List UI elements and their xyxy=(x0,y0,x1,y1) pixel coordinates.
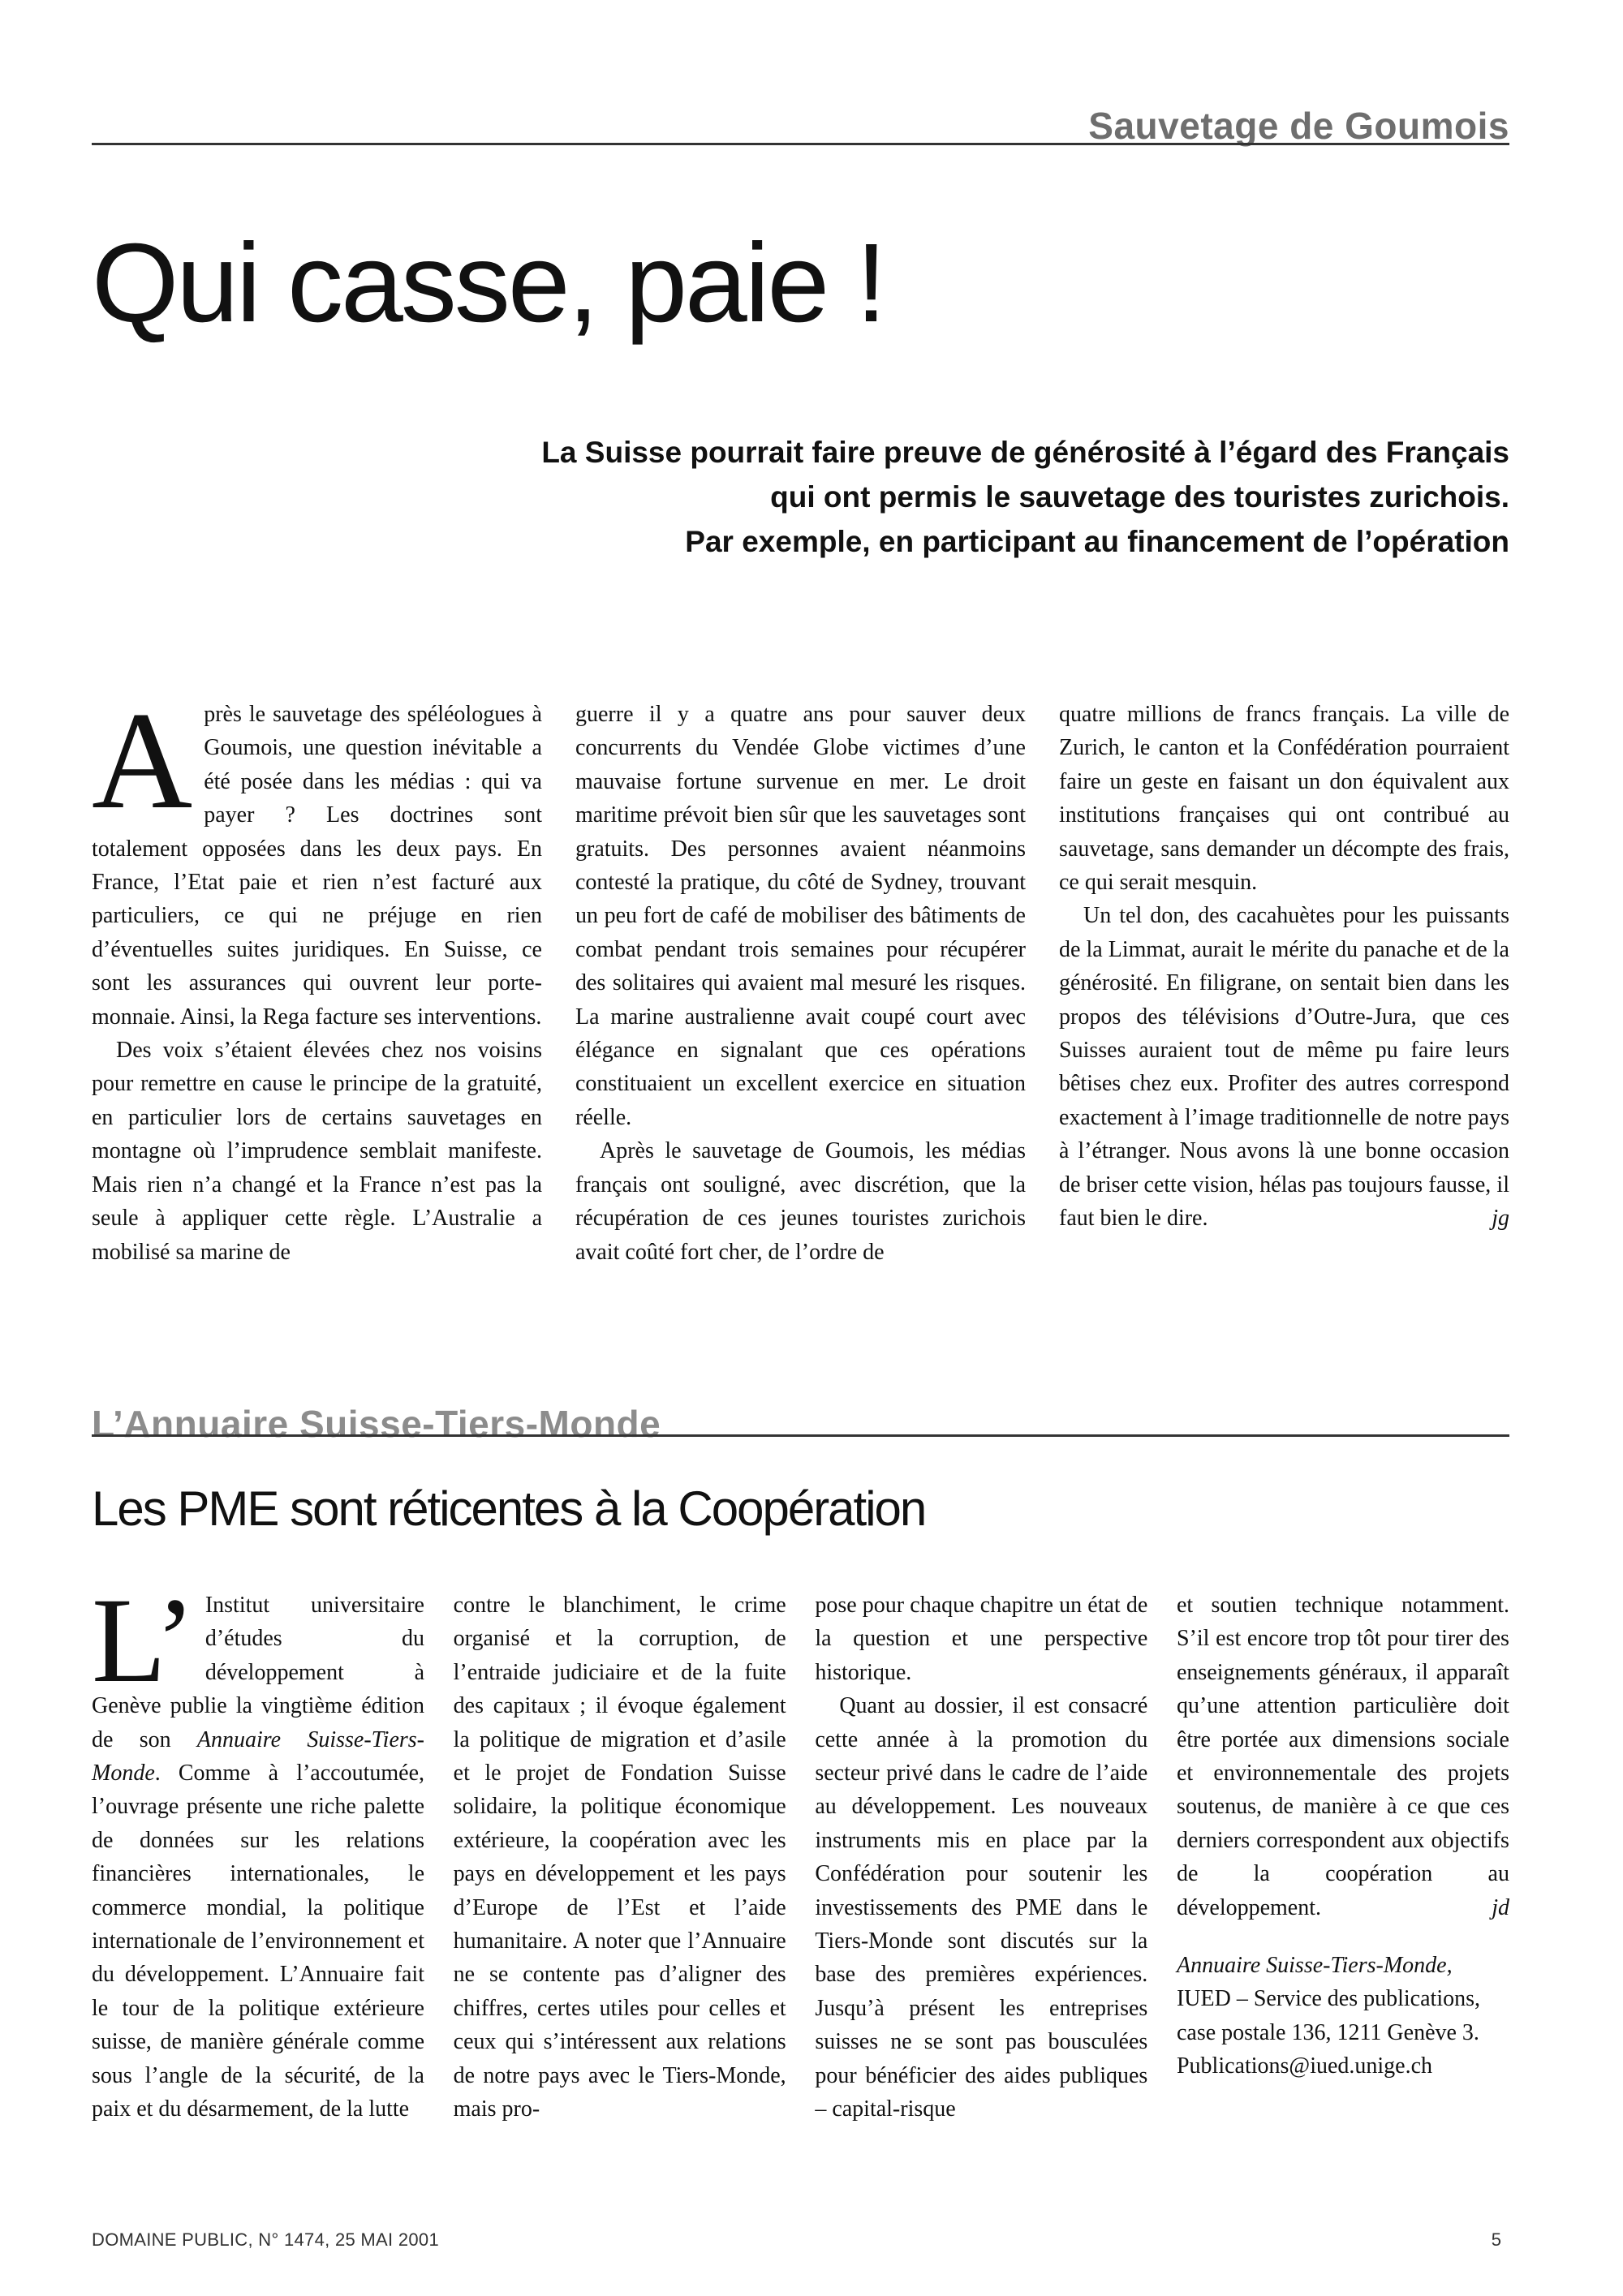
paragraph-text: près le sauvetage des spéléologues à Goumois, une question inévitable a été posée dans les médias : qui va payer ? Les doctrines sont totalement opposées dans les deux pays. En France, l’Etat paie et rien n’est facturé aux particuliers, ce qui ne préjuge en rien d’éventuelles suites juridiques. En Suisse, ce sont les assurances qui ouvrent leur porte-monnaie. Ainsi, la Rega facture ses interventions. xyxy=(92,702,542,1030)
paragraph-text: et soutien technique notamment. S’il est encore trop tôt pour tirer des enseignements généraux, il apparaît qu’une attention particulière doit être portée aux dimensions sociale et environnementale des projets soutenus, de manière à ce que ces derniers correspondent aux objectifs de la coopération au développement. xyxy=(1176,1593,1509,1920)
paragraph: pose pour chaque chapitre un état de la question et une perspective historique. xyxy=(815,1593,1148,1685)
publication-reference xyxy=(1177,1949,1509,2083)
drop-cap: L’ xyxy=(92,1573,196,1708)
footer-issue: DOMAINE PUBLIC, N° 1474, 25 MAI 2001 xyxy=(92,2229,439,2250)
page-number: 5 xyxy=(1491,2229,1501,2250)
paragraph: Quant au dossier, il est consacré cette année à la promotion du secteur privé dans le cadre de l’aide au développement. Les nouveaux instruments mis en place par la Confédération pour soutenir les investissements des PME dans le Tiers-Monde sont discutés sur la base des premières expériences. Jusqu’à présent les entreprises suisses ne se sont pas bousculées pour bénéficier des aides publiques – capital-risque xyxy=(815,1693,1148,2122)
section-rule xyxy=(92,1434,1509,1437)
drop-cap: A xyxy=(92,684,193,838)
section-rubric: Sauvetage de Goumois xyxy=(1088,105,1509,147)
reference-email[interactable]: Publications@iued.unige.ch xyxy=(1176,2053,1433,2079)
paragraph: quatre millions de francs français. La ville de Zurich, le canton et la Confédération pourraient faire un geste en faisant un don équivalent aux institutions françaises qui ont contribué au sauvetage, sans demander un décompte des frais, ce qui serait mesquin. xyxy=(1059,702,1509,896)
article-title: Qui casse, paie ! xyxy=(92,221,885,346)
lead-line: La Suisse pourrait faire preuve de générosité à l’égard des Français xyxy=(541,436,1509,469)
text-column xyxy=(1059,698,1509,1269)
paragraph: Après le sauvetage de Goumois, les médias français ont souligné, avec discrétion, que la récupération de ces jeunes touristes zurichois avait coûté fort cher, de l’ordre de xyxy=(575,1138,1026,1265)
paragraph-text: . Comme à l’accoutumée, l’ouvrage présente une riche palette de données sur les relations financières internationales, le commerce mondial, la politique internationale de l’environnement et du développement. L’Annuaire fait le tour de la politique extérieure suisse, de manière générale comme sous l’angle de la sécurité, de la paix et du désarmement, de la lutte xyxy=(92,1761,424,2122)
paragraph xyxy=(1059,899,1509,1235)
section-rule xyxy=(92,143,1509,145)
reference-title: Annuaire Suisse-Tiers-Monde, xyxy=(1176,1953,1453,1979)
article-lead xyxy=(292,430,1509,564)
lead-line: qui ont permis le sauvetage des touristes zurichois. xyxy=(770,480,1509,514)
paragraph: guerre il y a quatre ans pour sauver deux concurrents du Vendée Globe victimes d’une mauvaise fortune survenue en mer. Le droit maritime prévoit bien sûr que les sauvetages sont gratuits. Des personnes avaient néanmoins contesté la pratique, du côté de Sydney, trouvant un peu fort de café de mobiliser des bâtiments de combat pendant trois semaines pour récupérer des solitaires qui avaient mal mesuré les risques. La marine australienne avait coupé court avec élégance en signalant que ces opérations constituaient un excellent exercice en situation réelle. xyxy=(575,702,1026,1130)
paragraph: contre le blanchiment, le crime organisé et la corruption, de l’entraide judiciaire et de la fuite des capitaux ; il évoque également la politique de migration et d’asile et le projet de Fondation Suisse solidaire, la politique économique extérieure, la coopération avec les pays en développement et les pays d’Europe de l’Est et l’aide humanitaire. A noter que l’Annuaire ne se contente pas d’aligner des chiffres, certes utiles pour celles et ceux qui s’intéressent aux relations de notre pays avec le Tiers-Monde, mais pro- xyxy=(453,1593,786,2122)
author-signature: jd xyxy=(1492,1894,1509,1920)
article-body xyxy=(92,684,1509,1269)
paragraph xyxy=(92,684,542,1034)
paragraph xyxy=(92,1573,425,2126)
paragraph-text: Institut universitaire d’études du développement à Genève publie la vingtième édition de son xyxy=(92,1593,424,1752)
paragraph-text: Un tel don, des cacahuètes pour les puissants de la Limmat, aurait le mérite du panache et de la générosité. En filigrane, on sentait bien dans les propos des télévisions d’Outre-Jura, que ces Suisses auraient tout de même pu faire leurs bêtises chez eux. Profiter des autres correspond exactement à l’image traditionnelle de notre pays à l’étranger. Nous avons là une bonne occasion de briser cette vision, hélas pas toujours fausse, il faut bien le dire. xyxy=(1059,903,1509,1232)
text-column xyxy=(575,698,1026,1269)
text-column xyxy=(92,1573,425,2126)
text-column xyxy=(454,1589,786,2126)
section-rubric: L’Annuaire Suisse-Tiers-Monde xyxy=(92,1403,661,1445)
text-column xyxy=(1177,1589,1509,2126)
reference-address: IUED – Service des publications, case postale 136, 1211 Genève 3. xyxy=(1176,1986,1480,2045)
text-column xyxy=(92,684,542,1269)
paragraph xyxy=(1177,1589,1509,1924)
publication-title: Annuaire Suisse-Tiers-Monde xyxy=(92,1726,425,1786)
article-title: Les PME sont réticentes à la Coopération xyxy=(92,1481,926,1536)
author-signature: jg xyxy=(1492,1206,1509,1232)
text-column xyxy=(815,1589,1147,2126)
article-body xyxy=(92,1573,1509,2126)
paragraph: Des voix s’étaient élevées chez nos voisins pour remettre en cause le principe de la gratuité, en particulier lors de certains sauvetages en montagne où l’imprudence semblait manifeste. Mais rien n’a changé et la France n’est pas la seule à appliquer cette règle. L’Australie a mobilisé sa marine de xyxy=(92,1038,542,1265)
reference-text xyxy=(1177,1949,1509,2049)
lead-line: Par exemple, en participant au financement de l’opération xyxy=(685,525,1509,558)
